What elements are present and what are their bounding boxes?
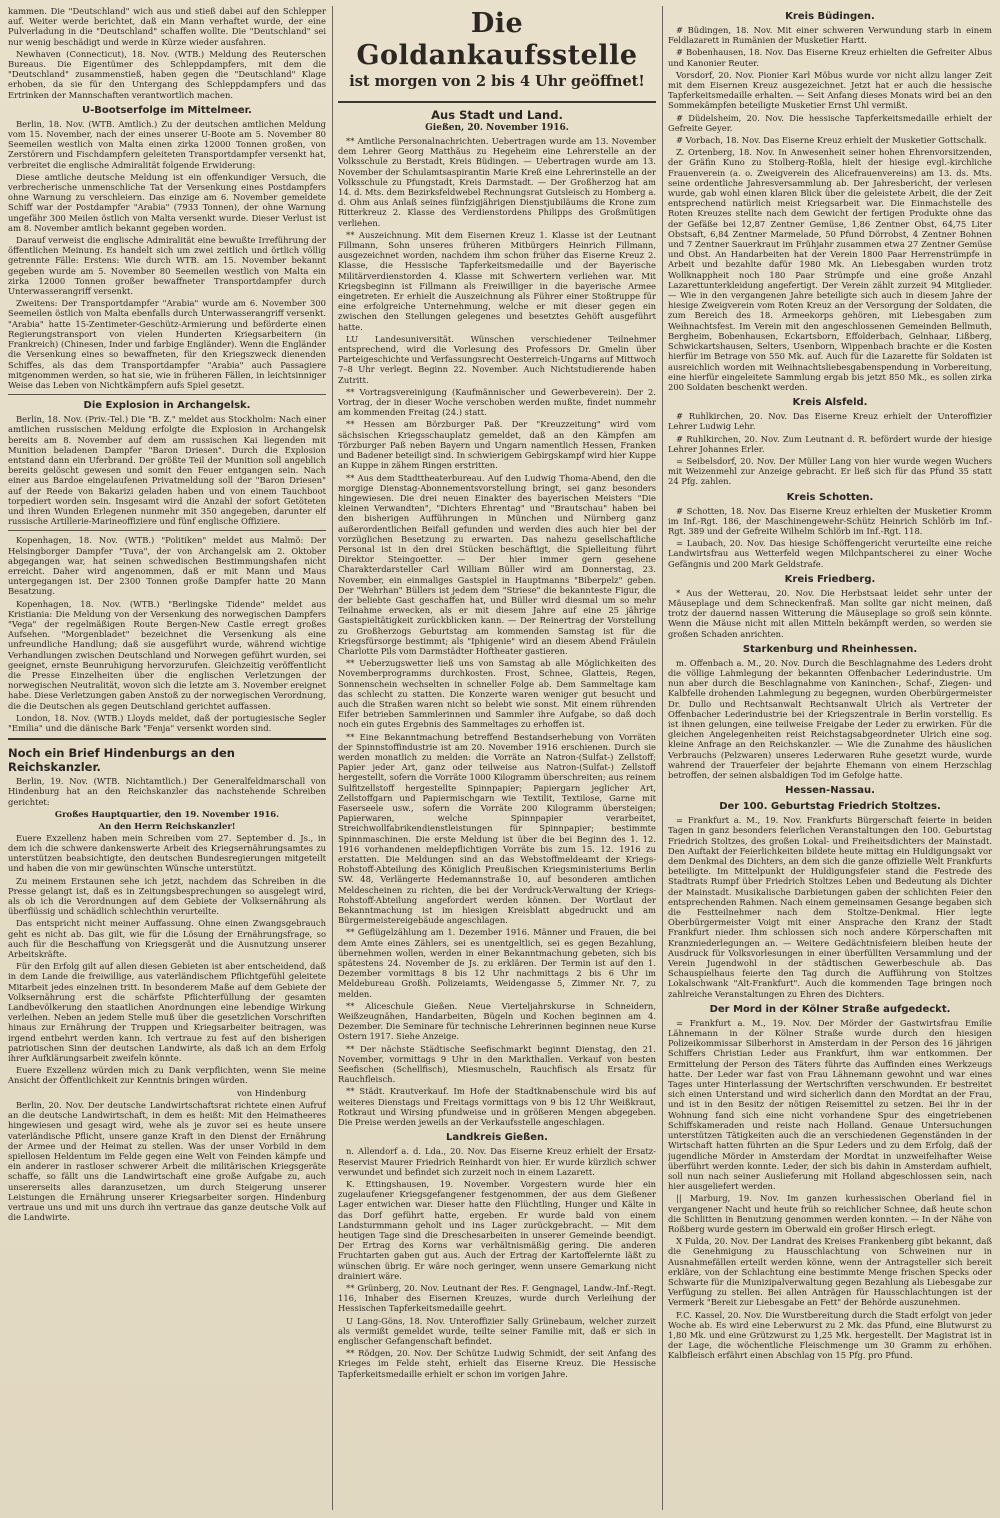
article-paragraph: ** Auszeichnung. Mit dem Eisernen Kreuz 1. Klasse ist der Leutnant Fillmann, Sohn unseres früheren Mitbürgers Heinrich Fillmann, ausgezeichnet worden, nachdem ihm schon früher das Eiserne Kreuz 2. Klasse, die Hessische Tapferkeitsmedaille und der Bayerische Militärverdienstorden 4. Klasse mit Schwertern verliehen war. Mit Kriegsbeginn ist Fillmann als Freiwilliger in die bayerische Armee eingetreten. Er erhielt die Auszeichnung als Führer einer Stoßtruppe für eine erfolgreiche Unternehmung, welche er mit dieser gegen ein zwischen den Stellungen gelegenes und besetztes Gehöft ausgeführt hatte.: [338, 229, 656, 332]
headline-stoltze: Der 100. Geburtstag Friedrich Stoltzes.: [719, 801, 941, 813]
section-title-stadt-land: Aus Stadt und Land.: [431, 108, 563, 122]
article-paragraph: Berlin, 18. Nov. (WTB. Amtlich.) Zu der deutschen amtlichen Meldung vom 15. November, nach der eines unserer U-Boote am 5. November 80 Seemeilen westlich von Malta einen zirka 12000 Tonnen großen, von Zerstörern und Fischdampfern geleiteten Transportdampfer versenkt hat, verbreitet die englische Admiralität folgende Erwiderung:: [8, 118, 326, 170]
article-paragraph: Berlin, 19. Nov. (WTB. Nichtamtlich.) Der Generalfeldmarschall von Hindenburg hat an den Reichskanzler das nachstehende Schreiben gerichtet:: [8, 776, 326, 807]
article-paragraph: kammen. Die "Deutschland" wich aus und stieß dabei auf den Schlepper auf. Weiter werde berichtet, daß ein Mann verhaftet wurde, der eine Pulverladung in die "Deutschland" schaffen wollte. Die "Deutschland" sei nur wenig beschädigt und werde in Kürze wieder ausfahren.: [8, 6, 326, 47]
headline-landkreis: Landkreis Gießen.: [446, 1132, 548, 1144]
article-paragraph: # Vorbach, 18. Nov. Das Eiserne Kreuz erhielt der Musketier Gottschalk.: [676, 135, 987, 146]
article-paragraph: ** Rödgen, 20. Nov. Der Schütze Ludwig Schmidt, der seit Anfang des Krieges im Felde steht, erhielt das Eiserne Kreuz. Die Hessische Tapferkeitsmedaille erhielt er schon im vorigen Jahre.: [338, 1348, 656, 1379]
article-paragraph: F.C. Kassel, 20. Nov. Die Wurstbereitung durch die Stadt erfolgt von jeder Woche ab. Es wird eine Leberwurst zu 2 Mk. das Pfund, eine Blutwurst zu 1,80 Mk. und eine Grützwurst zu 1,25 Mk. hergestellt. Der Magistrat ist in der Lage, die wöchentliche Fleischmenge um 30 Gramm zu erhöhen. Kalbfleisch erfährt einen Abschlag von 15 Pfg. pro Pfund.: [668, 1309, 992, 1361]
letter-salutation: An den Herrn Reichskanzler!: [98, 820, 236, 831]
headline-hindenburg: Noch ein Brief Hindenburgs an den Reichskanzler.: [8, 746, 235, 775]
headline-mord: Der Mord in der Kölner Straße aufgedeckt.: [709, 1003, 951, 1015]
article-paragraph: # Büdingen, 18. Nov. Mit einer schweren Verwundung starb in einem Feldlazarett in Rumänien der Musketier Hartt.: [668, 25, 992, 46]
dateline: Gießen, 20. November 1916.: [425, 123, 569, 133]
headline-friedberg: Kreis Friedberg.: [784, 573, 876, 585]
article-paragraph: Kopenhagen, 18. Nov. (WTB.) "Berlingske Tidende" meldet aus Kristiania: Die Meldung von der Versenkung des norwegischen Dampfers "Vega" der regelmäßigen Route Bergen-New Castle erregt großes Aufsehen. "Morgenbladet" bezeichnet die Versenkung als eine unfreundliche Handlung; daß sie ausgeführt wurde, während wichtige Verhandlungen zwischen Deutschland und Norwegen geführt wurden, sei geeignet, ernste Beunruhigung hervorzurufen. Gleichzeitig veröffentlicht die Presse Einzelheiten über die englischen Verletzungen der norwegischen Neutralität, wovon sich die letzte am 3. November ereignet habe. Diese Verletzungen gaben Anstoß zu der norwegischen Verordnung, die die Deutschen als gegen Deutschland gerichtet auffassen.: [8, 598, 326, 711]
article-paragraph: = Frankfurt a. M., 19. Nov. Der Mörder der Gastwirtsfrau Emilie Lähnemann in der Kölner Straße wurde durch den hiesigen Polizeikommissar Silberhorst in Amsterdam in der Person des 16 jährigen Schiffers Christian Leder aus Frankfurt, ihm war entkommen. Der Ermittelung der Person des Täters führte das Auffinden eines Werkzeugs hatte. Der Leder war fast von Frau Lähnemann gewohnt und war eines Tages unter Hinterlassung der Wertschriften verschwunden. Er bestreitet sich einen Unterstand und wird sicherlich dann den Mordtat an der Frau, und ist in den Besitz der nötigen Reisemittel zu setzen. Bei ihr in der Wohnung fand sich eine nicht vorhandene Spur des eingetriebenen Schiffskameraden und reiste nach Holland. Genaue Untersuchungen unterstützen Tätigkeiten auch die an verschiedenen Gegenständen in der Wirtschaft hatten führten an die Spur Leders und zu dem Erfolg, daß der jugendliche Mörder in Amsterdam der Mordtat in unzweifelhafter Weise überführt werden konnte. Leder, der sich bis dahin in Amsterdam aufhielt, soll nun nach seiner Auslieferung mit Holland abgeschlossen sein, nach hier ausgeliefert werden.: [668, 1017, 992, 1192]
column-rule: [332, 6, 333, 1510]
article-paragraph: Für den Erfolg gilt auf allen diesen Gebieten ist aber entscheidend, daß in dem Lande die freiwillige, aus vaterländischem Pflichtgefühl geleitete Mitarbeit jedes einzelnen tritt. In besonderem Maße auf dem Gebiete der Volksernährung erst die schärfste Pflichterfüllung der gesamten Landbevölkerung den staatlichen Anordnungen eine lebendige Wirkung verleihen. Neben an jedem Stelle muß über die gesetzlichen Vorschriften hinaus zur Ernährung der Truppen und Kriegsarbeiter beitragen, was irgend entbehrt werden kann. Ich vertraue zu fest auf den bisherigen patriotischen Sinn der deutschen Landwirte, als daß ich an dem Erfolg ihrer Aufklärungsarbeit zweifeln könnte.: [8, 961, 326, 1064]
article-paragraph: Berlin, 18. Nov. (Priv.-Tel.) Die "B. Z." meldet aus Stockholm: Nach einer amtlichen russischen Meldung erfolgte die Explosion in Archangelsk bereits am 8. November auf dem am russischen Kai liegenden mit Munition beladenen Dampfer "Baron Driesen". Durch die Explosion entstand dann ein Uferbrand. Der größte Teil der Munition soll angeblich bereits gelöscht gewesen und somit den Feuer entgangen sein. Nach einer aus Bardoe eingelaufenen Privatmeldung soll der "Baron Driesen" auf der Reede von Bakarizi geladen haben und von einem Tauchboot torpediert worden sein. Insgesamt wird die Anzahl der sofort Getöteten und ihren Wunden Erlegenen nunmehr mit 350 angegeben, darunter elf russische Artillerie-Marineoffiziere und fünf englische Offiziere.: [8, 414, 326, 527]
article-paragraph: ** Städt. Krautverkauf. Im Hofe der Stadtknabenschule wird bis auf weiteres Dienstags und Freitags vormittags von 9 bis 12 Uhr Weißkraut, Rotkraut und Wirsing pfundweise und in größeren Mengen abgegeben. Die Preise werden jeweils an der Verkaufsstelle angeschlagen.: [338, 1086, 656, 1128]
article-paragraph: ** Grünberg, 20. Nov. Leutnant der Res. F. Gengnagel, Landw.-Inf.-Regt. 116, Inhaber des Eisernen Kreuzes, wurde durch Verleihung der Hessischen Tapferkeitsmedaille geehrt.: [338, 1282, 656, 1314]
article-paragraph: # Schotten, 18. Nov. Das Eiserne Kreuz erhielten der Musketier Kromm im Inf.-Rgt. 186, der Maschinengewehr-Schütz Heinrich Schlörb im Inf.-Rgt. 389 und der Gefreite Wilhelm Schlörb im Inf.-Rgt. 118.: [668, 505, 992, 536]
article-paragraph: ** Aus dem Stadttheaterbureau. Auf den Ludwig Thoma-Abend, den die morgige Dienstag-Abonnementsvorstellung bringt, sei ganz besonders hingewiesen. Die drei neuen Einakter des bayerischen Meisters "Die kleinen Verwandten", "Dichters Ehrentag" und "Brautschau" haben bei den bisherigen Aufführungen in München und Nürnberg ganz außerordentlichen Beifall gefunden und werden dies auch hier bei der vorzüglichen Besetzung zu erwarten. Das nahezu gesellschaftliche Personal ist in den drei Stücken beschäftigt, die Spielleitung führt Direktor Steingoetter. — Der hier immer gern gesehene Charakterdarsteller Carl William Büller wird am Donnerstag, 23. November, ein einmaliges Gastspiel in Hauptmanns "Biberpelz" geben. Der "Wehrhan" Büllers ist jedem dem "Striese" die bekannteste Figur, die der beliebte Gast geschaffen hat, und Büller wird diesmal um so mehr Teilnahme erwecken, als er mit diesem Jahre auf eine 25 jährige Gastspieltätigkeit zurückblicken kann. — Der Reinertrag der Vorstellung zu Großherzogs Geburtstag am kommenden Samstag ist für die Kriegsfürsorge bestimmt; als "Iphigenie" wird an diesem Abend Fräulein Charlotte Pils vom Darmstädter Hoftheater gastieren.: [338, 472, 656, 656]
article-paragraph: m. Offenbach a. M., 20. Nov. Durch die Beschlagnahme des Leders droht die völlige Lahmlegung der bekannten Offenbacher Lederindustrie. Um nun aber durch die Beschlagnahme von Kaninchen-, Schaf-, Ziegen- und Kalbfelle drohenden Lahmlegung zu begegnen, wurden Oberbürgermeister Dr. Dullo und Rechtsanwalt Rechtsanwalt Ulrich als Vertreter der Offenbacher Lederindustrie bei der Kriegszentrale in Berlin vorstellig. Es ist ihnen gelungen, eine teilweise Freigabe der Leder zu erwirken. Für die gleichen Angelegenheiten reist Reichstagsabgeordneter Ulrich eine sog. kleine Anfrage an den Reichskanzler. — Wie die Zunahme des häuslichen Verbrauchs (Pelzwaren) unseres Lederwaren Ruhe gesetzt wurde, wurde wahrend der Trauerfeier der bejahrte Ehemann von einem Herzschlag betroffen, der seinen alsbaldigen Tod im Gefolge hatte.: [668, 657, 992, 780]
article-paragraph: K. Ettingshausen, 19. November. Vorgestern wurde hier ein zugelaufener Kriegsgefangener festgenommen, der aus dem Gießener Lager entwichen war. Dieser hatte den Flüchtling, Hunger und Kälte in das Dorf geführt hatte, ergeben. Er wurde bald von einem Landsturmmann geholt und ins Lager zurückgebracht. — Mit dem heutigen Tage sind die Dreschesarbeiten in unserer Gemeinde beendigt. Der Ertrag des Korns war verhältnismäßig gering. Die anderen Fruchtarten gaben gut aus. Auch der Ertrag der Kartoffelernte läßt zu wünschen übrig. Er wäre noch geringer, wenn unsere Gemarkung nicht drainiert wäre.: [338, 1178, 656, 1281]
article-paragraph: ** Geflügelzählung am 1. Dezember 1916. Männer und Frauen, die bei dem Amte eines Zählers, sei es unentgeltlich, sei es gegen Bezahlung, übernehmen wollen, werden in einer Bekanntmachung gebeten, sich bis spätestens 24. November de Js. zu erklären. Der Termin ist auf den 1. Dezember vormittags 8 bis 12 Uhr nachmittags 2 bis 6 Uhr im Meldebureau Großh. Polizeiamts, Weidengasse 5, Zimmer Nr. 7, zu melden.: [338, 927, 656, 999]
article-paragraph: LU Landesuniversität. Wünschen verschiedener Teilnehmer entsprechend, wird die Vorlesung des Professors Dr. Gmelin über Parteigeschichte und Verfassungsrecht Oesterreich-Ungarns auf Mittwoch 7–8 Uhr verlegt. Beginn 22. November. Auch Nichtstudierende haben Zutritt.: [338, 333, 656, 385]
divider: [8, 394, 326, 395]
article-paragraph: ** Aliceschule Gießen. Neue Vierteljahrskurse in Schneidern, Weißzeugnähen, Handarbeiten, Bügeln und Kochen beginnen am 4. Dezember. Die Seminare für technische Lehrerinnen beginnen neue Kurse Ostern 1917. Siehe Anzeige.: [338, 1000, 656, 1042]
divider: [8, 530, 326, 531]
letter-signature: von Hindenburg: [236, 1087, 306, 1098]
article-paragraph: n. Allendorf a. d. Lda., 20. Nov. Das Eiserne Kreuz erhielt der Ersatz-Reservist Maurer Friedrich Reinhardt von hier. Er wurde kürzlich schwer verwundet und befindet sich zurzeit noch in einem Lazarett.: [338, 1146, 656, 1177]
banner-subtitle: ist morgen von 2 bis 4 Uhr geöffnet!: [349, 73, 645, 90]
gold-banner: [338, 6, 656, 96]
divider: [8, 738, 326, 740]
article-paragraph: Zu meinem Erstaunen sehe ich jetzt, nachdem das Schreiben in die Presse gelangt ist, daß es in Zeitungsbesprechungen so ausgelegt wird, als ob ich die Verordnungen auf dem Gebiete der Volksernährung als überflüssig und schädlich schlechthin verurteilte.: [8, 875, 326, 917]
column-rule: [662, 6, 663, 1510]
article-paragraph: Newhaven (Connecticut), 18. Nov. (WTB.) Meldung des Reuterschen Bureaus. Die Eigentümer des Schleppdampfers, mit dem die "Deutschland" zusammenstieß, haben gegen die "Deutschland" Klage erhoben, da sie für den Untergang des Schleppdampfers und das Ertrinken der Mannschaften verantwortlich machen.: [8, 48, 326, 100]
article-paragraph: ** Vortragsvereinigung (Kaufmännischer und Gewerbeverein). Der 2. Vortrag, der in dieser Woche verschoben werden mußte, findet nummehr am kommenden Freitag (24.) statt.: [338, 386, 656, 418]
article-paragraph: U Lang-Göns, 18. Nov. Unteroffizier Sally Grünebaum, welcher zurzeit als vermißt gemeldet wurde, teilte seiner Familie mit, daß er sich in englischer Gefangenschaft befindet.: [338, 1315, 656, 1346]
article-paragraph: Euere Exzellenz würden mich zu Dank verpflichten, wenn Sie meine Ansicht der Öffentlichkeit zur Kenntnis bringen würden.: [8, 1065, 326, 1086]
article-paragraph: Vorsdorf, 20. Nov. Pionier Karl Möbus wurde vor nicht allzu langer Zeit mit dem Eisernen Kreuz ausgezeichnet. Jetzt hat er auch die hessische Tapferkeitsmedaille erhalten. — Seit Anfang dieses Monats wird bei an den Sommekämpfen beteiligte Musketier Ernst Uhl vermißt.: [668, 69, 992, 111]
article-paragraph: London, 18. Nov. (WTB.) Lloyds meldet, daß der portugiesische Segler "Emilia" und die dänische Bark "Fenja" versenkt worden sind.: [8, 712, 326, 733]
article-paragraph: # Ruhlkirchen, 20. Nov. Zum Leutnant d. R. befördert wurde der hiesige Lehrer Johannes Erler.: [668, 433, 992, 454]
article-paragraph: ** Eine Bekanntmachung betreffend Bestandserhebung von Vorräten der Spinnstoffindustrie ist am 20. November 1916 erschienen. Durch sie werden monatlich zu melden: die Vorräte an Natron-(Sulfat-) Zellstoff; Papier jeder Art, ganz oder teilweise aus Natron-(Sulfat-) Zellstoff hergestellt, sofern die Vorräte 1000 Kilogramm überschreiten; aus reinem Sulfitzellstoff hergestellte Spinnpapier; Papiergarn jeglicher Art, Zellstoffgarn und Papiermischgarn wie Textilit, Textilose, Garne mit Faserseele usw., sofern die Vorräte 200 Kilogramm übersteigen; Papierwaren, welche Spinnpapier verarbeitet, Streichwollfabrikendienstleistungen für Spinnpapier; bestimmte Spinnmaschinen. Die erste Meldung ist über die bei Beginn des 1. 12. 1916 vorhandenen meldepflichtigen Vorräte bis zum 15. 12. 1916 zu erstatten. Die Meldungen sind an das Webstoffmeldeamt der Kriegs-Rohstoff-Abteilung des Königlich Preußischen Kriegsministeriums Berlin SW. 48, Verlängerte Hedemannstraße 10, auf besonderen amtlichen Meldescheinen zu richten, die bei der Vordruck-Verwaltung der Kriegs-Rohstoff-Abteilung angefordert werden können. Der Wortlaut der Bekanntmachung ist im hiesigen Kreisblatt abgedruckt und am Bürgermeistereigebäude angeschlagen.: [338, 731, 656, 926]
article-paragraph: X Fulda, 20. Nov. Der Landrat des Kreises Frankenberg gibt bekannt, daß die Genehmigung zu Hausschlachtung von Schweinen nur in Ausnahmefällen erteilt werden könne, wenn der Antragsteller sich bereit erkläre, von der Schlachtung eine bestimmte Menge frischen Specks oder Schwarte für die Munizipalverwaltung gegen Bezahlung als Liebesgabe zur Verfügung zu stellen. Bei allen Anträgen für Hausschlachtungen ist der Vermerk "Bereit zur Liebesgabe an Fett" der Behörde auszunehmen.: [668, 1236, 992, 1308]
headline-explosion: Die Explosion in Archangelsk.: [83, 400, 251, 412]
article-paragraph: ** Amtliche Personalnachrichten. Uebertragen wurde am 13. November dem Lehrer Georg Matthäus zu Hegeheim eine Lehrerstelle an der Volksschule zu Berstadt, Kreis Büdingen. — Uebertragen wurde am 13. November der Schulamtsaspirantin Marie Kreß eine Lehrerinstelle an der Volksschule zu Pfungstadt, Kreis Darmstadt. — Der Großherzog hat am 14. d. Mts. dem Bezirksfeldwebel Rechnungsrat Gutsleisch zu Homberg a. d. Ohm aus Anlaß seines fünfzigjährigen Dienstjubiläums die Krone zum Ritterkreuz 2. Klasse des Verdienstordens Philipps des Großmütigen verliehen.: [338, 136, 656, 228]
columns: [8, 6, 992, 1510]
headline-buedingen: Kreis Büdingen.: [785, 11, 875, 22]
headline-uboot: U-Bootserfolge im Mittelmeer.: [82, 104, 252, 116]
headline-hessen-nassau: Hessen-Nassau.: [785, 785, 875, 797]
article-paragraph: Berlin, 20. Nov. Der deutsche Landwirtschaftsrat richtete einen Aufruf an die deutsche Landwirtschaft, in dem es heißt: Mit den Heimatheeres hingewiesen und gesagt wird, wehe als je zuvor sei es heute unsere vaterländische Pflicht, unsere ganze Kraft in den Dienst der Ernährung der Armee und der Heimat zu stellen. Was der unser Vorbild in dem spiellosen Heldentum im Felde gegen eine Welt von Feinden kämpfe und ein anderer in rastloser schwerer Arbeit die militärischen Kriegsgeräte schaffe, so fällt uns die Landwirtschaft eine große Aufgabe zu, auch unsererseits alles daranzusetzen, um durch Steigerung unserer Leistungen die Ernährung unserer Kriegsarbeiter sorgen. Hindenburg vertraue uns und mit uns durch ihn vertraue das ganze deutsche Volk auf die Landwirte.: [8, 1099, 326, 1223]
article-paragraph: Z. Ortenberg, 18. Nov. In Anwesenheit seiner hohen Ehrenvorsitzenden, der Gräfin Kuno zu Stolberg-Roßla, hielt der hiesige evgl.-kirchliche Frauenverein (a. o. Zweigverein des Alicefrauenvereins) am 13. ds. Mts. seine ordentliche Jahresversammlung ab. Der Jahresbericht, der verlesen wurde, gab wohl einen klaren Blick über die geleistete Arbeit, die der Zeit entsprechend natürlich meist Kriegsarbeit war. Die Einmachstelle des Roten Kreuzes stellte nach dem Gewicht der fertigen Produkte ohne das der Gefäße bei 12,87 Zentner Gemüse, 1,86 Zentner Obst, 64,75 Liter Obstsaft, 6,84 Zentner Marmelade, 50 Pfund Dörrobst, 4 Zentner Bohnen und 7 Zentner Sauerkraut im Frühjahr zusammen etwa 27 Zentner Gemüse und Obst. An Handarbeiten hat der Verein 1800 Paar Herrenstrümpfe in Arbeit und bezahlte dafür 1980 Mk. An Liebesgaben wurden trotz Wollknappheit noch 180 Paar Strümpfe und eine große Anzahl Lazarettunterkleidung angefertigt. Der Verein zählt zurzeit 94 Mitglieder. — Wie in den vergangenen Jahre beteiligte sich auch in diesem Jahre der hiesige Zweigverein vom Roten Kreuz an der Versorgung der Soldaten, die zum Bereich des 18. Armeekorps gehören, mit Liebesgaben zum Weihnachtsfest. Im Verein mit den angeschlossenen Gemeinden Bellmuth, Bergheim, Bobenhausen, Eckartsborn, Effolderbach, Gelnhaar, Lißberg, Schwickartshausen, Selters, Usenborn, Wippenbach brachte er die Kosten hierfür im Betrage von 550 Mk. auf. Auch für die Lazarette für Soldaten ist ausreichlich worden mit Weihnachtsliebesgabenspendung in Vorbereitung, eine hierfür eingeleitete Sammlung ergab bis jetzt 850 Mk., es sollen zirka 200 Soldaten beschenkt werden.: [668, 147, 992, 392]
column-left: [8, 6, 326, 1510]
article-paragraph: Euere Exzellenz haben mein Schreiben vom 27. September d. Js., in dem ich die schwere dankenswerte Arbeit des Kriegsernährungsamtes zu unterstützen beabsichtigte, den deutschen Bundesregierungen mitgeteilt und haben die von mir gewünschten Wünsche unterstützt.: [8, 832, 326, 874]
letter-place-date: Großes Hauptquartier, den 19. November 1916.: [54, 808, 280, 819]
article-paragraph: # Ruhlkirchen, 20. Nov. Das Eiserne Kreuz erhielt der Unteroffizier Lehrer Ludwig Lehr.: [668, 411, 992, 432]
article-paragraph: || Marburg, 19. Nov. Im ganzen kurhessischen Oberland fiel in vergangener Nacht und heute früh so reichlicher Schnee, daß heute schon die Schlitten in Benutzung genommen werden konnten. — In der Nähe von Roßberg wurde gestern im Oberwald ein großer Hirsch erlegt.: [668, 1193, 992, 1234]
headline-alsfeld: Kreis Alsfeld.: [792, 397, 868, 409]
article-paragraph: Diese amtliche deutsche Meldung ist ein offenkundiger Versuch, die verbrecherische unmenschliche Tat der Versenkung eines Postdampfers ohne Warnung zu verschleiern. Das einzige am 6. November gemeldete Schiff war der Postdampfer "Arabia" (7933 Tonnen), der ohne Warnung ungefähr 300 Meilen östlich von Malta versenkt wurde. Dieser Verlust ist am 8. November amtlich bekannt gegeben worden.: [8, 171, 326, 233]
column-middle: [338, 6, 656, 1510]
headline-schotten: Kreis Schotten.: [786, 491, 874, 503]
article-paragraph: = Seibelsdorf, 20. Nov. Der Müller Lang von hier wurde wegen Wuchers mit Weizenmehl zur Anzeige gebracht. Er ließ sich für das Pfund 35 statt 24 Pfg. zahlen.: [668, 455, 992, 487]
article-paragraph: ** Der nächste Städtische Seefischmarkt beginnt Dienstag, den 21. November, vormittags 9 Uhr in den Markthallen. Verkauf von besten Seefischen (Schellfisch), Miesmuscheln, Rauchfisch als Ersatz für Rauchfleisch.: [338, 1043, 656, 1085]
article-paragraph: = Laubach, 20. Nov. Das hiesige Schöffengericht verurteilte eine reiche Landwirtsfrau aus Wetterfeld wegen Milchpantscherei zu einer Woche Gefängnis und 200 Mark Geldstrafe.: [668, 538, 992, 569]
article-paragraph: = Frankfurt a. M., 19. Nov. Frankfurts Bürgerschaft feierte in beiden Tagen in ganz besonders feierlichen Veranstaltungen den 100. Geburtstag Friedrich Stoltzes, des großen Lokal- und Freiheitsdichters der Mainstadt. Den Auftakt der Feierlichkeiten bildete heute mittag ein Huldigungsakt vor dem Denkmal des Dichters, an dem sich die ganze offizielle Welt Frankfurts beteiligte. Im Mittelpunkt der Huldigungsfeier stand die Festrede des Stadtrats Rumpf über Friedrich Stoltzes Leben und Bedeutung als Dichter der Mainstadt. Musikalische Darbietungen gaben der schlichten Feier den entsprechenden Rahmen. Nach einem gemeinsamen Gesange begaben sich die Festteilnehmer nach dem Stoltze-Denkmal. Hier legte Oberbürgermeister Voigt mit einer Ansprache den Kranz der Stadt Frankfurt nieder. Ihm schlossen sich noch andere Körperschaften mit Kranzniederlegungen an. — Weitere Gedächtnisfeiern bleiben heute der Ausdruck für Volksvorlesungen in einer überfüllten Versammlung und der Verein Jugendwohl in der städtischen Gewerbeschule ab. Das Schauspielhaus feierte den Tag durch die Aufführung von Stoltzes Lokalschwank "Alt-Frankfurt". Auch die kommenden Tage bringen noch zahlreiche Veranstaltungen zu Ehren des Dichters.: [668, 815, 992, 999]
article-paragraph: Zweitens: Der Transportdampfer "Arabia" wurde am 6. November 300 Seemeilen östlich von Malta ebenfalls durch Unterwasserangriff versenkt. "Arabia" hatte 15-Zentimeter-Geschütz-Armierung und beförderte einen Regierungstransport von vielen Hunderten Kriegsarbeitern (in Frankreich) (Chinesen, Inder und farbige Engländer). Wenn die Engländer die Versenkung eines so bewaffneten, für den Kriegszweck dienenden Schiffes, als das dem Transportdampfer "Arabia" auch Passagiere mitgenommen werden, so hat sie, wie in früheren Fällen, in leichtsinniger Weise das Leben von Nichtkämpfern aufs Spiel gesetzt.: [8, 298, 326, 390]
article-paragraph: # Bobenhausen, 18. Nov. Das Eiserne Kreuz erhielten die Gefreiter Albus und Kanonier Reuter.: [668, 47, 992, 68]
article-paragraph: Darauf verweist die englische Admiralität eine bewußte Irreführung der öffentlichen Meinung. Es handelt sich um zwei zeitlich und örtlich völlig getrennte Fälle: Erstens: Wie durch WTB. am 15. November bekannt gegeben wurde am 5. November 80 Seemeilen westlich von Malta ein zirka 12000 Tonnen großer bewaffneter Transportdampfer durch Unterwasserangriff versenkt.: [8, 235, 326, 297]
article-paragraph: * Aus der Wetterau, 20. Nov. Die Herbstsaat leidet sehr unter der Mäuseplage und dem Schneckenfraß. Man sollte gar nicht meinen, daß trotz der dauernd nassen Witterung die Mäuseplage so groß sein könnte. Wenn die Mäuse nicht mit allen Mitteln bekämpft werden, so werden sie großen Schaden anrichten.: [668, 587, 992, 639]
article-paragraph: ** Ueberzugswetter ließ uns von Samstag ab alle Möglichkeiten des Novemberprogramms durchkosten. Frost, Schnee, Glatteis, Regen, Sonnenschein wechselten in schneller Folge ab. Dem Sammeltage kam das schlecht zu statten. Die Konzerte waren weniger gut besucht und auch die Straßen waren nicht so belebt wie sonst. Mit einem rührenden Eifer betrieben Sammlerinnen und Sammler ihre Aufgabe, so daß doch noch ein gutes Ergebnis des Sammeltages zu erhoffen ist.: [338, 658, 656, 730]
article-paragraph: ** Hessen am Börzburger Paß. Der "Kreuzzeitung" wird vom sächsischen Kriegsschauplatz gemeldet, daß an den Kämpfen am Törzburger Paß neben Bayern und Ungarn namentlich Hessen, Franken und Badener beteiligt sind. In schwierigem Gebirgskampf wird hier Kuppe an Kuppe in zähem Ringen erstritten.: [338, 419, 656, 471]
article-paragraph: # Düdelsheim, 20. Nov. Die hessische Tapferkeitsmedaille erhielt der Gefreite Geyer.: [668, 112, 992, 133]
banner-title: Die Goldankaufsstelle: [356, 8, 638, 71]
column-right: [668, 6, 992, 1510]
article-paragraph: Das entspricht nicht meiner Auffassung. Ohne einen Zwangsgebrauch geht es nicht ab. Das gilt, wie für die Lösung der Ernährungsfrage, so auch für die Beschaffung von Kriegsgerät und die Ausnutzung unserer Arbeitskräfte.: [8, 918, 326, 960]
article-paragraph: Kopenhagen, 18. Nov. (WTB.) "Politiken" meldet aus Malmö: Der Helsingborger Dampfer "Tuva", der von Archangelsk am 2. Oktober abgegangen war, hat seinen schwedischen Bestimmungshafen nicht erreicht. Daher wird angenommen, daß er mit Mann und Maus untergegangen ist. Der 2300 Tonnen große Dampfer hatte 20 Mann Besatzung.: [8, 535, 326, 597]
divider: [338, 101, 656, 103]
headline-starkenburg: Starkenburg und Rheinhessen.: [742, 643, 918, 655]
